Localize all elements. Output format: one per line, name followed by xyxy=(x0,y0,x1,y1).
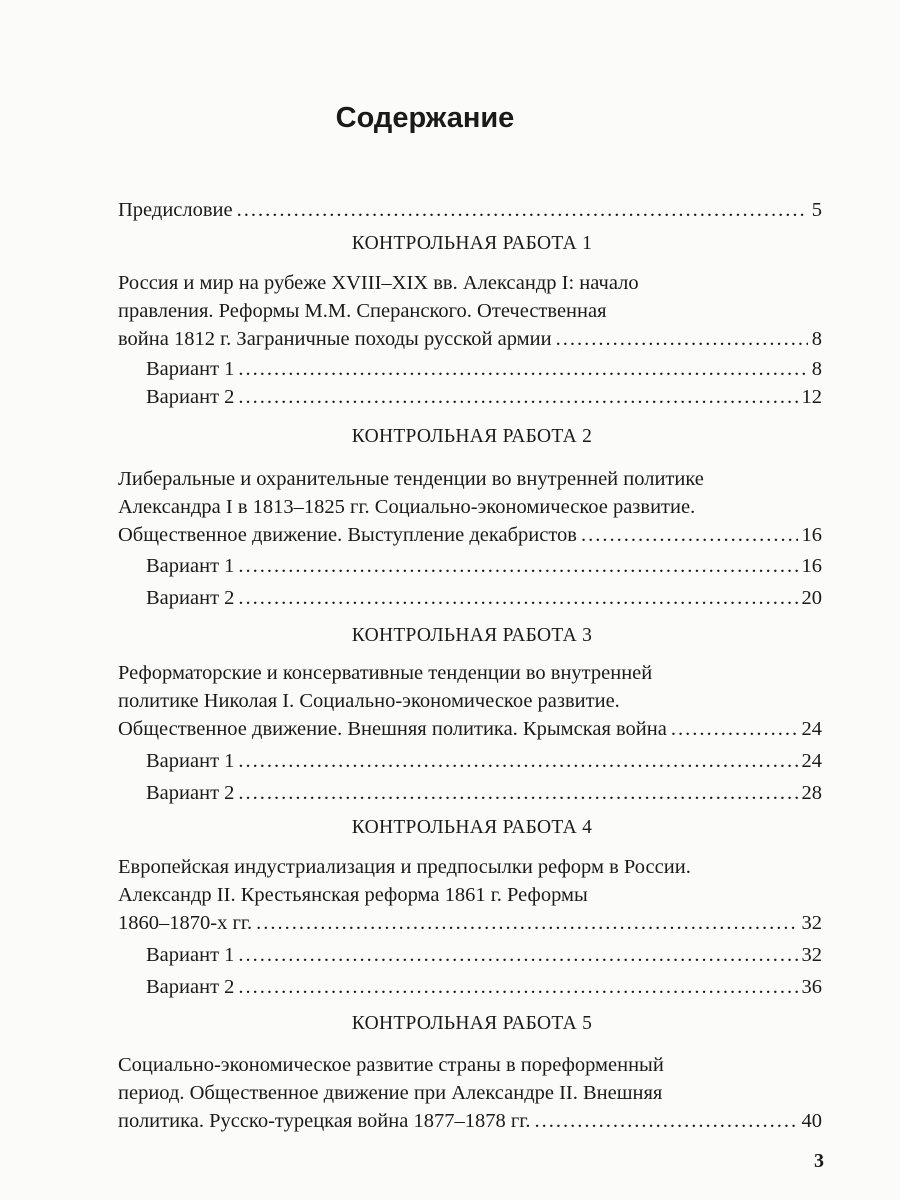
dot-leader xyxy=(581,521,798,549)
variant-entry xyxy=(118,383,822,411)
variant-entry xyxy=(118,747,822,779)
variant-label: Вариант 2 xyxy=(146,782,235,804)
toc-section-2 xyxy=(118,422,822,612)
variant-label: Вариант 2 xyxy=(146,386,235,408)
dot-leader xyxy=(237,196,808,224)
variant-label: Вариант 1 xyxy=(146,750,235,772)
page-ref: 5 xyxy=(811,199,822,221)
dot-leader xyxy=(671,715,798,743)
entry-line: период. Общественное движение при Александре II. Внешняя xyxy=(118,1082,663,1104)
variant-label: Вариант 1 xyxy=(146,555,235,577)
entry-line: Александр II. Крестьянская реформа 1861 г. Реформы xyxy=(118,884,588,906)
section-heading: КОНТРОЛЬНАЯ РАБОТА 5 xyxy=(351,1013,593,1034)
dot-leader xyxy=(256,909,797,937)
variant-entry xyxy=(118,779,822,807)
dot-leader xyxy=(238,973,797,1001)
entry-line: 1860–1870-х гг. xyxy=(118,912,253,934)
variant-entry xyxy=(118,973,822,1001)
page-ref: 36 xyxy=(801,976,822,998)
dot-leader xyxy=(238,941,797,969)
entry-line: Европейская индустриализация и предпосылки реформ в России. xyxy=(118,856,691,878)
toc-section-3 xyxy=(118,621,822,807)
page-title: Содержание xyxy=(335,102,515,134)
page-ref: 24 xyxy=(801,750,822,772)
variant-label: Вариант 2 xyxy=(146,976,235,998)
variant-label: Вариант 2 xyxy=(146,587,235,609)
page-ref: 20 xyxy=(801,587,822,609)
variant-entry xyxy=(118,584,822,612)
page-ref: 8 xyxy=(811,358,822,380)
page-ref: 16 xyxy=(801,555,822,577)
page-ref: 8 xyxy=(811,328,822,350)
page-ref: 40 xyxy=(801,1110,822,1132)
dot-leader xyxy=(238,747,797,775)
entry-line: Социально-экономическое развитие страны в пореформенный xyxy=(118,1054,664,1076)
dot-leader xyxy=(556,325,808,353)
dot-leader xyxy=(238,584,797,612)
page-number: 3 xyxy=(814,1150,824,1172)
dot-leader xyxy=(238,779,797,807)
variant-entry xyxy=(118,355,822,383)
page-ref: 32 xyxy=(801,912,822,934)
dot-leader xyxy=(238,355,807,383)
entry-line: Александра I в 1813–1825 гг. Социально-экономическое развитие. xyxy=(118,496,696,518)
variant-entry xyxy=(118,941,822,973)
entry-line: война 1812 г. Заграничные походы русской армии xyxy=(118,328,552,350)
entry-line: Реформаторские и консервативные тенденции во внутренней xyxy=(118,662,653,684)
entry-line: правления. Реформы М.М. Сперанского. Отечественная xyxy=(118,300,607,322)
entry-line: Общественное движение. Внешняя политика. Крымская война xyxy=(118,718,667,740)
entry-line: политике Николая I. Социально-экономическое развитие. xyxy=(118,690,620,712)
toc-section-5 xyxy=(118,1009,822,1135)
entry-line: Либеральные и охранительные тенденции во внутренней политике xyxy=(118,468,704,490)
dot-leader xyxy=(238,383,797,411)
section-heading: КОНТРОЛЬНАЯ РАБОТА 1 xyxy=(351,233,593,254)
entry-line: политика. Русско-турецкая война 1877–1878 гг. xyxy=(118,1110,531,1132)
section-heading: КОНТРОЛЬНАЯ РАБОТА 3 xyxy=(351,625,593,646)
entry-title: Предисловие xyxy=(118,199,233,221)
entry-line: Общественное движение. Выступление декабристов xyxy=(118,524,577,546)
variant-label: Вариант 1 xyxy=(146,944,235,966)
dot-leader xyxy=(534,1107,797,1135)
page-ref: 32 xyxy=(801,944,822,966)
entry-line: Россия и мир на рубеже XVIII–XIX вв. Александр I: начало xyxy=(118,272,639,294)
variant-entry xyxy=(118,552,822,584)
section-heading: КОНТРОЛЬНАЯ РАБОТА 4 xyxy=(351,817,593,838)
toc-section-1 xyxy=(118,229,822,411)
page-ref: 24 xyxy=(801,718,822,740)
page-ref: 28 xyxy=(801,782,822,804)
page-ref: 12 xyxy=(801,386,822,408)
toc-section-4 xyxy=(118,813,822,1001)
variant-label: Вариант 1 xyxy=(146,358,235,380)
section-heading: КОНТРОЛЬНАЯ РАБОТА 2 xyxy=(351,426,593,447)
page-ref: 16 xyxy=(801,524,822,546)
toc-entry-preface xyxy=(118,196,822,224)
dot-leader xyxy=(238,552,797,580)
